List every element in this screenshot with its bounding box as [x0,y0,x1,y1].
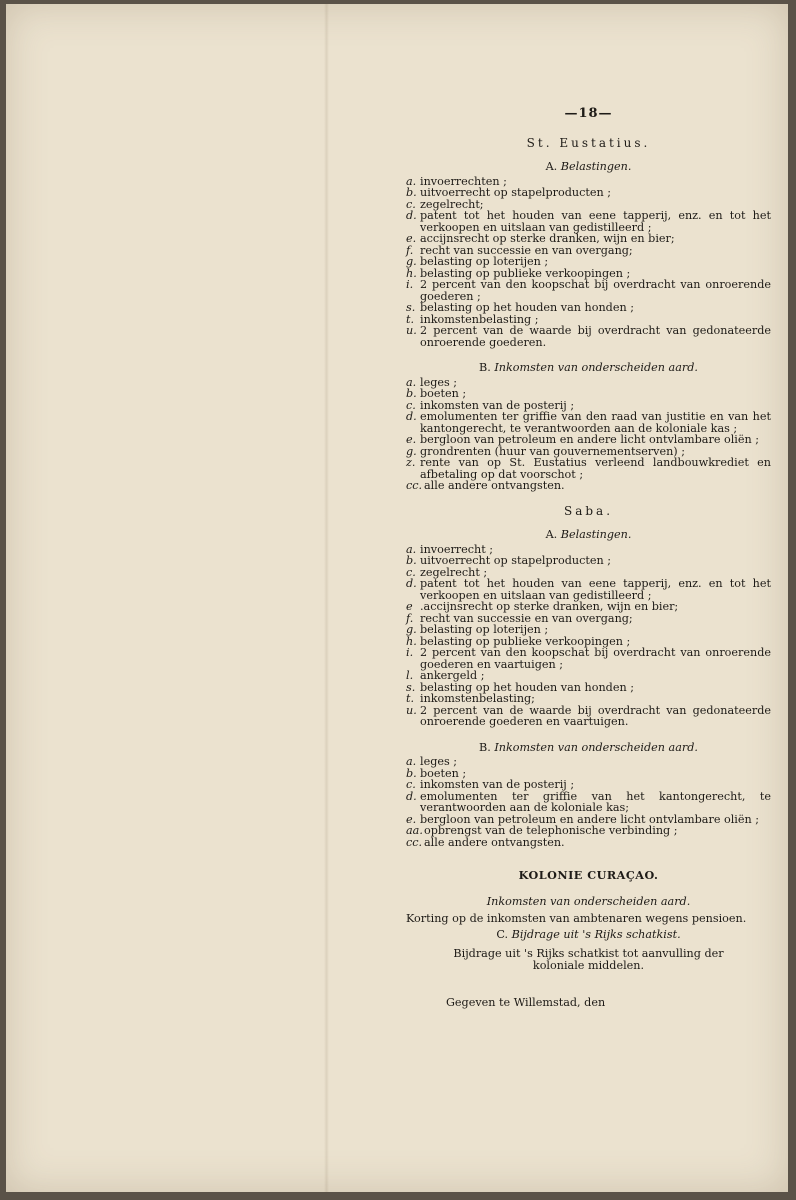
list-item [406,670,771,682]
section-title: Inkomsten van onderscheiden aard. [494,740,698,754]
closing-line: Gegeven te Willemstad, den [446,996,606,1009]
list-item-key: l. [406,669,414,682]
list-item [406,411,771,434]
list-item [406,187,771,199]
list-item [406,434,771,446]
section-title: Belastingen. [560,160,632,173]
list-item-text: belasting op loterijen ; [420,255,549,268]
list-item-key: z. [406,456,416,469]
list-item-text: zegelrecht ; [420,565,488,579]
spacer [406,728,771,738]
list-item-key: c. [406,398,416,412]
list-item-text: opbrengst van de telephonische verbinding ; [424,824,678,837]
section-letter: A. [545,528,558,541]
list-item [406,647,771,670]
list-item [406,837,771,849]
sections [406,135,771,859]
list-item-key: cc. [406,479,423,492]
list-item [406,624,771,636]
list-item-text: 2 percent van den koopschat bij overdracht van onroerende goederen ; [420,278,771,303]
list-item-text: leges ; [420,755,458,768]
list-item-text: bergloon van petroleum en andere licht ontvlambare oliën ; [420,812,760,826]
list-item [406,388,771,400]
region-heading: Saba. [563,503,614,518]
list-item-key: s. [406,680,416,694]
list-item-key: e. [406,232,417,245]
list-item-text: belasting op het houden van honden ; [420,301,634,314]
list-item-text: accijnsrecht op sterke dranken, wijn en bier; [420,232,675,245]
list-item-text: invoerrecht ; [420,542,494,556]
list-item-key: s. [406,301,416,314]
list-item-key: b. [406,387,417,400]
spacer [406,492,771,502]
list-item [406,325,771,348]
list-item-key: b. [406,766,417,780]
list-item-text: zegelrecht; [420,197,484,211]
curacao-c-title: Bijdrage uit 's Rijks schatkist. [511,927,681,941]
list-item-text: alle andere ontvangsten. [424,479,565,492]
list-item-key: e [406,600,413,613]
list-item-text: inkomsten van de posterij ; [420,398,575,412]
list-item [406,480,771,492]
list-item-text: emolumenten ter griffie van den raad van justitie en van het kantongerecht, te verantwoorden aan de koloniale kas ; [420,410,771,435]
list-item-text: belasting op loterijen ; [420,623,549,636]
list-item-text: belasting op het houden van honden ; [420,680,634,694]
curacao-c-heading [406,929,771,941]
list-item-text: 2 percent van de waarde bij overdracht van gedonateerde onroerende goederen en vaartuigen. [420,703,771,728]
list-item-text: alle andere ontvangsten. [424,835,565,849]
curacao-korting: Korting op de inkomsten van ambtenaren wegens pensioen. [406,912,747,925]
list-item-key: a. [406,375,417,389]
list-item-key: a. [406,174,417,188]
list-item [406,256,771,268]
list-item-text: uitvoerrecht op stapelproducten ; [420,554,612,567]
list-item-key: e. [406,812,417,826]
list-item-key: d. [406,410,417,423]
list-item-key: g. [406,255,417,268]
list-item-text: patent tot het houden van eene tapperij, enz. en tot het verkoopen en uitslaan van gedistilleerd ; [420,577,771,602]
list-item-key: cc. [406,835,423,849]
list-item-text: recht van successie en van overgang; [420,243,633,257]
list-item-text: boeten ; [420,766,467,780]
list-item-key: d. [406,577,417,590]
page-fold [324,4,329,1192]
list-item-key: f. [406,611,414,625]
list-item-text: uitvoerrecht op stapelproducten ; [420,186,612,199]
list-item-key: t. [406,692,415,705]
list-item [406,791,771,814]
list-item-text: 2 percent van de waarde bij overdracht van gedonateerde onroerende goederen. [420,324,771,349]
list-item [406,779,771,791]
list-item-text: grondrenten (huur van gouvernementserven) ; [420,444,685,458]
list-item-text: belasting op publieke verkoopingen ; [420,266,631,280]
page-number: —18— [564,106,613,121]
list-item-key: aa. [406,824,423,837]
section-letter: B. [479,361,491,374]
region-heading: St. Eustatius. [526,135,651,150]
list-item-key: g. [406,623,417,636]
list-item-text: boeten ; [420,387,467,400]
section-a-heading [406,529,771,541]
list-item [406,279,771,302]
list-item-key: g. [406,444,417,458]
list-item [406,705,771,728]
list-item-key: i. [406,278,414,291]
list-item-key: u. [406,324,417,337]
list-item-key: b. [406,186,417,199]
list-item-key: b. [406,554,417,567]
list-item-text: rente van op St. Eustatius verleend landbouwkrediet en afbetaling op dat voorschot ; [420,456,771,481]
list-item [406,601,771,613]
spacer [406,848,771,858]
list-item-key: i. [406,646,414,659]
list-item-key: c. [406,197,416,211]
list-item-text: belasting op publieke verkoopingen ; [420,634,631,648]
list-item-text: ankergeld ; [420,669,485,682]
document-page [6,4,788,1192]
section-title: Belastingen. [560,528,632,541]
list-item-text: inkomstenbelasting ; [420,312,539,326]
section-title: Inkomsten van onderscheiden aard. [494,361,698,374]
list-item-text: invoerrechten ; [420,174,507,188]
list-item [406,210,771,233]
list-item-key: h. [406,634,417,648]
list-item-key: h. [406,266,417,280]
list-item [406,457,771,480]
list-item-key: c. [406,565,416,579]
list-item-text: inkomsten van de posterij ; [420,778,575,791]
list-item [406,555,771,567]
list-item [406,825,771,837]
section-letter: A. [545,160,558,173]
list-item-key: a. [406,755,417,768]
list-item-key: d. [406,209,417,222]
list-item-key: a. [406,542,417,556]
list-item-text: 2 percent van den koopschat bij overdracht van onroerende goederen en vaartuigen ; [420,646,771,671]
list-item [406,693,771,705]
list-item-text: bergloon van petroleum en andere licht ontvlambare oliën ; [420,433,760,446]
list-item-text: recht van successie en van overgang; [420,611,633,625]
list-item [406,302,771,314]
list-item-text: emolumenten ter griffie van het kantongerecht, te verantwoorden aan de koloniale kas; [420,789,771,814]
section-a-heading [406,161,771,173]
page-content [406,108,771,1009]
curacao-c-letter: C. [496,927,509,941]
list-item-text: inkomstenbelasting; [420,692,535,705]
list-item-key: c. [406,778,416,791]
curacao-bijdrage: Bijdrage uit 's Rijks schatkist tot aanvulling der koloniale middelen. [453,947,724,972]
section-b-heading [406,362,771,374]
curacao-inkomsten-title: Inkomsten van onderscheiden aard. [486,894,691,908]
section-letter: B. [479,740,491,754]
list-item-key: t. [406,312,415,326]
list-item-text: leges ; [420,375,458,389]
list-item [406,578,771,601]
curacao-heading: KOLONIE CURAÇAO. [518,868,659,882]
list-item-key: u. [406,703,417,717]
section-b-heading [406,742,771,754]
list-item-text: patent tot het houden van eene tapperij, enz. en tot het verkoopen en uitslaan van gedistilleerd ; [420,209,771,234]
list-item-key: d. [406,789,417,803]
list-item-key: f. [406,243,414,257]
list-item-text: .accijnsrecht op sterke dranken, wijn en bier; [420,600,679,613]
list-item [406,233,771,245]
spacer [406,348,771,358]
list-item [406,756,771,768]
list-item-key: e. [406,433,417,446]
